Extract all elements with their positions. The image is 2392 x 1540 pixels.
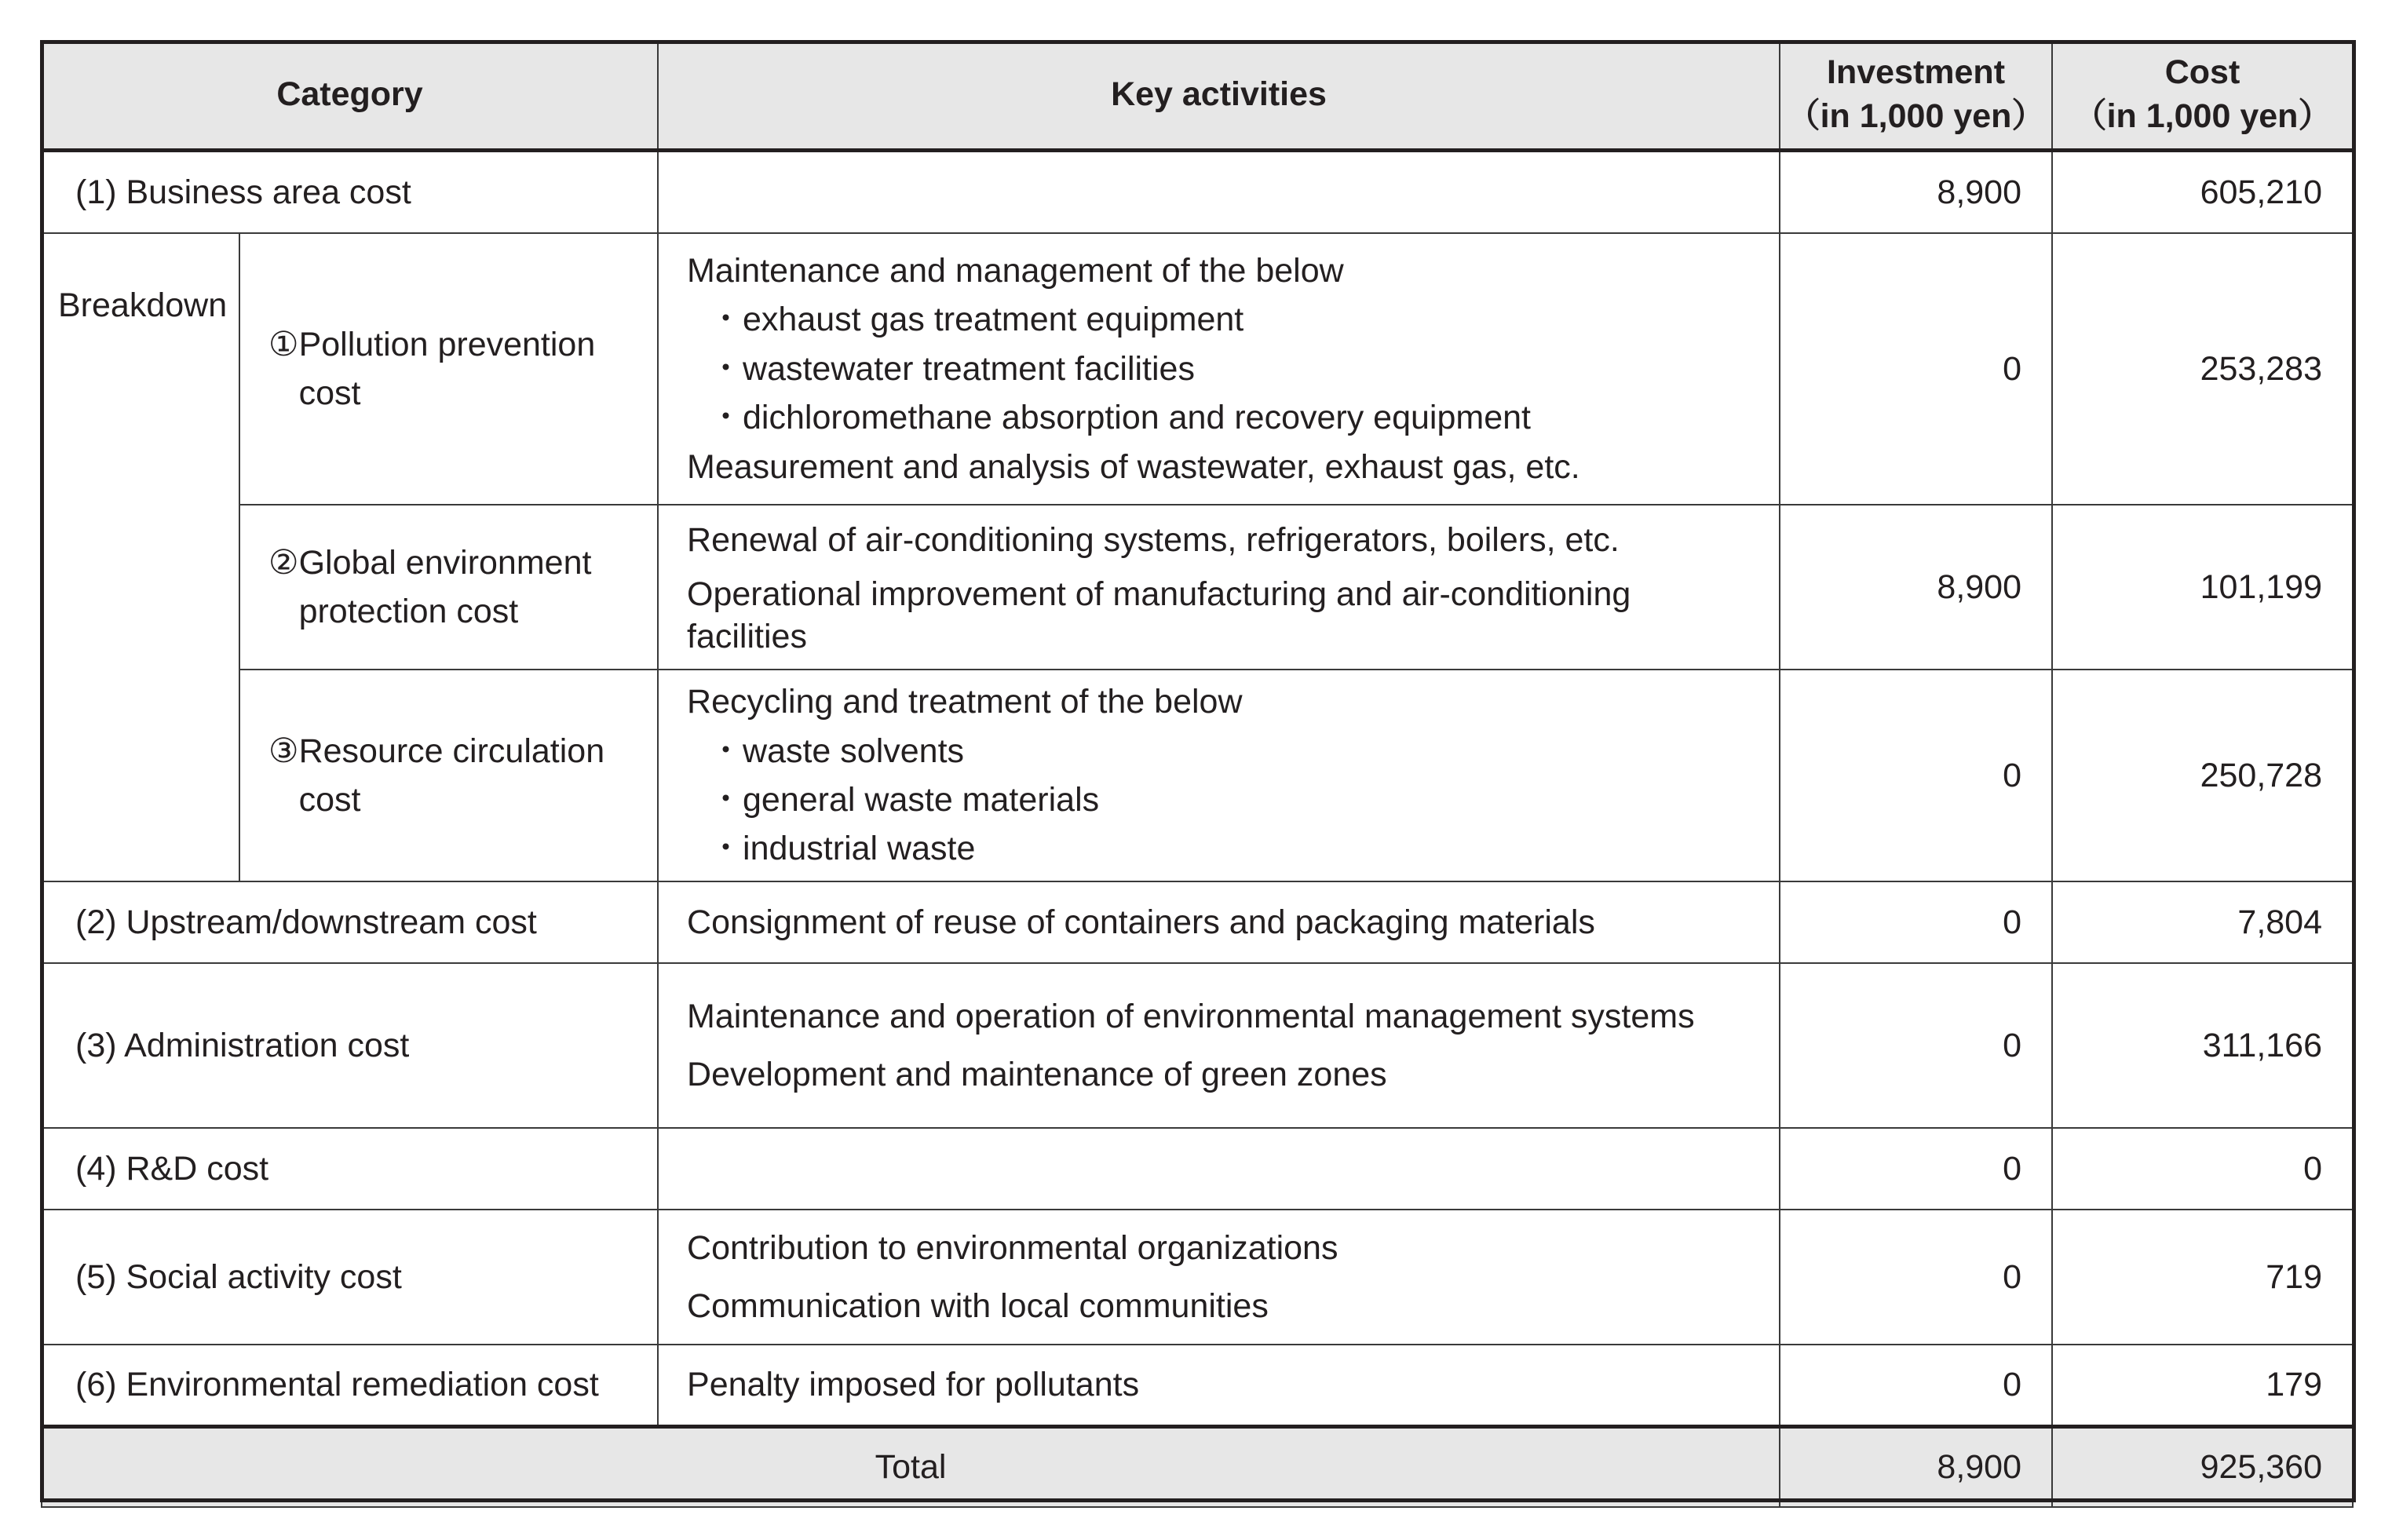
environmental-remediation-investment: 0 <box>1780 1345 2052 1426</box>
circled-two-mark: ② <box>268 543 299 582</box>
upstream-downstream-cost: 7,804 <box>2052 881 2353 963</box>
environmental-remediation-activities: Penalty imposed for pollutants <box>658 1345 1780 1426</box>
global-environment-text: Global environment protection cost <box>298 543 592 630</box>
global-environment-activities <box>658 505 1780 670</box>
rnd-cost: 0 <box>2052 1128 2353 1210</box>
activity-bullet: ・exhaust gas treatment equipment <box>709 301 1244 339</box>
activity-bullet: ・general waste materials <box>709 781 1100 819</box>
pollution-prevention-activities <box>658 233 1780 505</box>
pollution-prevention-cost: 253,283 <box>2052 233 2353 505</box>
activity-line: Maintenance and management of the below <box>687 252 1344 290</box>
resource-circulation-investment: 0 <box>1780 670 2052 881</box>
administration-activities <box>658 963 1780 1128</box>
activity-line: Development and maintenance of green zones <box>687 1056 1387 1093</box>
pollution-prevention-investment: 0 <box>1780 233 2052 505</box>
row-upstream-downstream <box>42 881 2353 963</box>
activity-line: Recycling and treatment of the below <box>687 683 1243 721</box>
row-social-activity <box>42 1210 2353 1345</box>
row-environmental-remediation <box>42 1345 2353 1426</box>
header-key-activities: Key activities <box>658 42 1780 150</box>
global-environment-label <box>239 505 658 670</box>
business-area-label: (1) Business area cost <box>42 150 658 233</box>
administration-label: (3) Administration cost <box>42 963 658 1128</box>
environmental-remediation-label: (6) Environmental remediation cost <box>42 1345 658 1426</box>
row-resource-circulation <box>42 670 2353 881</box>
business-area-activities <box>658 150 1780 233</box>
environmental-cost-table <box>41 41 2354 1508</box>
row-total <box>42 1426 2353 1507</box>
environmental-remediation-cost: 179 <box>2052 1345 2353 1426</box>
row-business-area <box>42 150 2353 233</box>
row-rnd <box>42 1128 2353 1210</box>
resource-circulation-activities <box>658 670 1780 881</box>
row-global-environment <box>42 505 2353 670</box>
business-area-investment: 8,900 <box>1780 150 2052 233</box>
global-environment-investment: 8,900 <box>1780 505 2052 670</box>
social-activity-investment: 0 <box>1780 1210 2052 1345</box>
administration-cost: 311,166 <box>2052 963 2353 1128</box>
activity-line: Contribution to environmental organizations <box>687 1228 1338 1267</box>
upstream-downstream-activities: Consignment of reuse of containers and packaging materials <box>658 881 1780 963</box>
header-cost-title: Cost <box>2164 53 2240 92</box>
social-activity-label: (5) Social activity cost <box>42 1210 658 1345</box>
header-investment <box>1780 42 2052 150</box>
header-cost-unit: （in 1,000 yen） <box>2072 97 2332 136</box>
header-investment-title: Investment <box>1827 53 2006 92</box>
header-cost <box>2052 42 2353 150</box>
activity-line: Maintenance and operation of environmental management systems <box>687 997 1695 1035</box>
pollution-prevention-label <box>239 233 658 505</box>
total-investment: 8,900 <box>1780 1426 2052 1507</box>
activity-line: Renewal of air-conditioning systems, refrigerators, boilers, etc. <box>687 521 1620 560</box>
row-pollution-prevention <box>42 233 2353 505</box>
social-activity-activities <box>658 1210 1780 1345</box>
pollution-prevention-text: Pollution prevention cost <box>298 325 596 412</box>
activity-line: Measurement and analysis of wastewater, exhaust gas, etc. <box>687 447 1580 486</box>
activity-bullet: ・industrial waste <box>709 830 976 868</box>
administration-investment: 0 <box>1780 963 2052 1128</box>
resource-circulation-label <box>239 670 658 881</box>
header-investment-unit: （in 1,000 yen） <box>1786 97 2046 136</box>
header-row <box>42 42 2353 150</box>
total-cost: 925,360 <box>2052 1426 2353 1507</box>
global-environment-cost: 101,199 <box>2052 505 2353 670</box>
circled-one-mark: ① <box>268 325 299 363</box>
activity-bullet: ・dichloromethane absorption and recovery equipment <box>709 399 1531 437</box>
rnd-label: (4) R&D cost <box>42 1128 658 1210</box>
resource-circulation-text: Resource circulation cost <box>298 732 605 819</box>
activity-bullet: ・waste solvents <box>709 732 965 770</box>
resource-circulation-cost: 250,728 <box>2052 670 2353 881</box>
circled-three-mark: ③ <box>268 732 299 770</box>
breakdown-label: Breakdown <box>42 233 239 881</box>
upstream-downstream-label: (2) Upstream/downstream cost <box>42 881 658 963</box>
upstream-downstream-investment: 0 <box>1780 881 2052 963</box>
activity-bullet: ・wastewater treatment facilities <box>709 349 1195 388</box>
activity-line: Communication with local communities <box>687 1287 1269 1325</box>
header-category: Category <box>42 42 658 150</box>
business-area-cost: 605,210 <box>2052 150 2353 233</box>
activity-line: Operational improvement of manufacturing and air-conditioning facilities <box>687 575 1631 656</box>
row-administration <box>42 963 2353 1128</box>
rnd-activities <box>658 1128 1780 1210</box>
social-activity-cost: 719 <box>2052 1210 2353 1345</box>
rnd-investment: 0 <box>1780 1128 2052 1210</box>
total-label: Total <box>42 1426 1780 1507</box>
